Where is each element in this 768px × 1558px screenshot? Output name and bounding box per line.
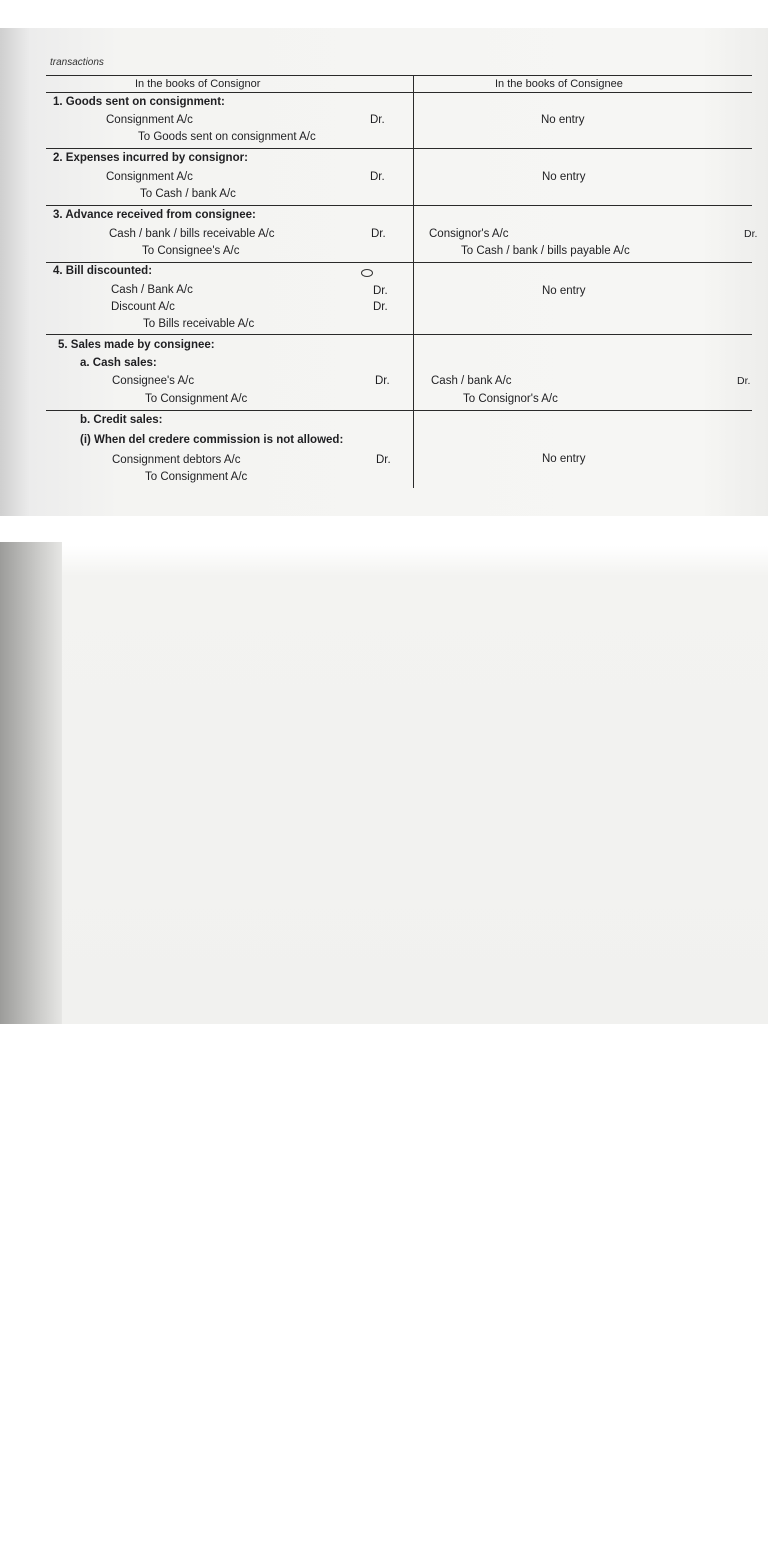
consignee-header: In the books of Consignee [495,78,623,90]
row-rule [46,148,752,149]
credit-account: To Goods sent on consignment A/c [138,131,316,143]
credit-account: To Consignment A/c [145,393,248,405]
pen-mark [361,269,373,277]
debit-account: Cash / bank / bills receivable A/c [109,228,275,240]
credit-account: To Consignee's A/c [142,245,240,257]
row-title: 5. Sales made by consignee: [58,339,215,351]
debit-account: Consignment A/c [106,114,193,126]
row-subtitle: b. Credit sales: [80,414,163,426]
dr-marker: Dr. [376,454,391,466]
credit-account: To Consignment A/c [145,471,248,483]
caption: transactions [50,57,104,68]
debit-account: Consignment A/c [106,171,193,183]
row-title: 2. Expenses incurred by consignor: [53,152,248,164]
row-title: 1. Goods sent on consignment: [53,96,225,108]
dr-marker: Dr. [370,171,385,183]
consignee-credit-account: To Cash / bank / bills payable A/c [461,245,630,257]
consignee-entry: No entry [542,453,586,465]
table-top-rule [46,75,752,76]
debit-account: Consignment debtors A/c [112,454,241,466]
row-title: 4. Bill discounted: [53,265,153,277]
consignee-debit-account: Cash / bank A/c [431,375,512,387]
dr-marker: Dr. [370,114,385,126]
column-divider [413,75,414,488]
dr-marker: Dr. [373,285,388,297]
dr-marker: Dr. [744,228,758,240]
row-subtitle: (i) When del credere commission is not allowed: [80,434,344,446]
header-rule [46,92,752,93]
row-title: 3. Advance received from consignee: [53,209,256,221]
consignor-header: In the books of Consignor [135,78,261,90]
consignee-entry: No entry [541,114,585,126]
dr-marker: Dr. [375,375,390,387]
row-subtitle: a. Cash sales: [80,357,157,369]
debit-account: Discount A/c [111,301,175,313]
credit-account: To Cash / bank A/c [140,188,236,200]
row-rule [46,334,752,335]
consignee-credit-account: To Consignor's A/c [463,393,558,405]
row-rule [46,410,752,411]
row-rule [46,262,752,263]
consignee-entry: No entry [542,171,586,183]
dr-marker: Dr. [371,228,386,240]
consignee-debit-account: Consignor's A/c [429,228,509,240]
consignee-entry: No entry [542,285,586,297]
credit-account: To Bills receivable A/c [143,318,255,330]
debit-account: Cash / Bank A/c [111,284,193,296]
debit-account: Consignee's A/c [112,375,195,387]
lower-page [0,516,768,1024]
dr-marker: Dr. [737,375,751,387]
row-rule [46,205,752,206]
dr-marker: Dr. [373,301,388,313]
